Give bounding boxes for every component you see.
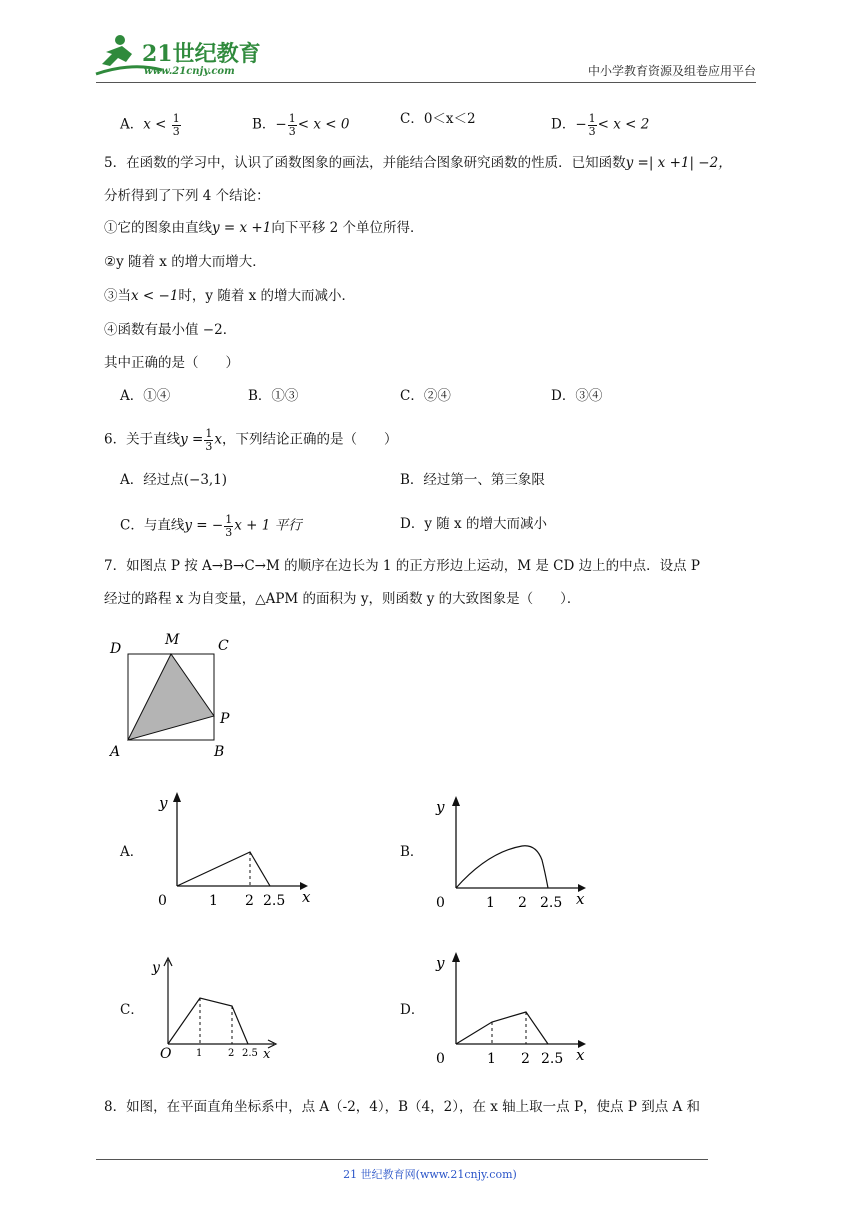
q5-conclusion-1 <box>104 222 424 236</box>
origin-label: 0 <box>436 1051 445 1067</box>
q7-option-c[interactable]: C． <box>120 1002 144 1018</box>
conclusion-text: 时，y 随着 x 的增大而减小． <box>178 288 356 304</box>
tick-2-5: 2.5 <box>540 895 563 911</box>
q7-option-d[interactable]: D． <box>400 1002 425 1018</box>
graph-curve <box>168 998 248 1044</box>
option-label: A． <box>120 116 144 133</box>
fraction-denominator: 3 <box>225 525 233 539</box>
logo-sub-text: www.21cnjy.com <box>144 66 235 77</box>
q5-option-a[interactable]: A．①④ <box>120 388 171 404</box>
q5-formula: y =| x +1| −2， <box>625 155 732 171</box>
conclusion-text: ③当 <box>104 288 131 304</box>
option-label: B． <box>252 116 276 133</box>
axis-x-label: x <box>302 888 311 906</box>
q6-stem <box>104 428 397 452</box>
fraction <box>588 113 597 137</box>
tick-2: 2 <box>245 893 254 909</box>
option-formula: x + 1 平行 <box>234 517 302 534</box>
axis-y-label: y <box>436 954 445 972</box>
fraction <box>224 514 233 538</box>
label-a: A <box>110 744 121 760</box>
q7-stem-line1: 7．如图点 P 按 A→B→C→M 的顺序在边长为 1 的正方形边上运动，M 是 CD 边上的中点．设点 P <box>104 558 700 574</box>
fraction <box>172 113 181 137</box>
fraction-denominator: 3 <box>205 439 213 453</box>
q7-option-b[interactable]: B． <box>400 844 424 860</box>
origin-label: O <box>160 1046 172 1062</box>
q4-option-c[interactable] <box>400 113 476 127</box>
q4-option-d[interactable] <box>551 113 649 137</box>
graph-b <box>428 790 598 916</box>
option-sign: − <box>575 116 587 133</box>
tick-2: 2 <box>228 1048 235 1059</box>
q6-option-b[interactable]: B．经过第一、第三象限 <box>400 472 545 488</box>
site-logo <box>92 32 262 78</box>
q5-stem-line2: 分析得到了下列 4 个结论： <box>104 188 270 204</box>
q4-option-a[interactable] <box>120 113 182 137</box>
label-p: P <box>220 711 230 727</box>
option-formula: y = − <box>184 517 224 534</box>
axis-x-label: x <box>576 1046 585 1064</box>
axis-x-label: x <box>576 890 585 908</box>
label-b: B <box>214 744 225 760</box>
q5-stem-line1 <box>104 157 732 171</box>
q5-text: 5．在函数的学习中，认识了函数图象的画法，并能结合图象研究函数的性质．已知函数 <box>104 155 626 171</box>
y-arrow-icon <box>452 952 460 962</box>
y-arrow-icon <box>452 796 460 806</box>
q5-option-d[interactable]: D．③④ <box>551 388 603 404</box>
option-formula: < x < 0 <box>297 116 350 133</box>
axis-x-label: x <box>263 1047 271 1062</box>
footer-link[interactable]: 21 世纪教育网(www.21cnjy.com) <box>343 1168 517 1181</box>
runner-logo-icon <box>92 32 262 78</box>
graph-curve <box>177 852 270 886</box>
q6-option-a[interactable]: A．经过点(−3,1) <box>120 472 228 488</box>
axis-y-label: y <box>152 960 160 976</box>
conclusion-formula: y = x +1 <box>212 220 272 236</box>
q7-stem-line2: 经过的路程 x 为自变量，△APM 的面积为 y，则函数 y 的大致图象是（ ）． <box>104 591 581 607</box>
fraction <box>204 428 213 452</box>
tick-2-5: 2.5 <box>242 1048 258 1059</box>
q5-ask: 其中正确的是（ ） <box>104 355 239 371</box>
fraction-numerator: 1 <box>205 427 213 440</box>
square-figure <box>104 628 244 760</box>
option-label: D． <box>551 116 576 133</box>
q4-option-b[interactable] <box>252 113 349 137</box>
fraction-numerator: 1 <box>172 112 180 125</box>
fraction-denominator: 3 <box>288 124 296 138</box>
label-m: M <box>165 632 180 648</box>
axis-y-label: y <box>436 798 445 816</box>
graph-c <box>150 950 290 1062</box>
q5-option-b[interactable]: B．①③ <box>248 388 299 404</box>
tick-1: 1 <box>209 893 218 909</box>
option-formula: 0＜x＜2 <box>423 111 476 127</box>
fraction-numerator: 1 <box>288 112 296 125</box>
q6-text: 6．关于直线 <box>104 431 181 448</box>
platform-name: 中小学教育资源及组卷应用平台 <box>587 64 756 78</box>
origin-label: 0 <box>158 893 167 909</box>
q8-stem-line1: 8．如图，在平面直角坐标系中，点 A（-2，4），B（4，2），在 x 轴上取一点 P，使点 P 到点 A 和 <box>104 1099 701 1115</box>
conclusion-text: 向下平移 2 个单位所得． <box>271 220 424 236</box>
y-arrow-icon <box>173 792 181 802</box>
graph-curve <box>456 846 548 888</box>
logo-main-text: 21世纪教育 <box>142 41 261 67</box>
fraction-denominator: 3 <box>172 124 180 138</box>
origin-label: 0 <box>436 895 445 911</box>
tick-2-5: 2.5 <box>541 1051 564 1067</box>
q6-option-c[interactable] <box>120 514 302 538</box>
tick-1: 1 <box>487 1051 496 1067</box>
axis-y-label: y <box>159 794 168 812</box>
fraction-numerator: 1 <box>225 513 233 526</box>
q6-text: ，下列结论正确的是（ ） <box>221 431 398 448</box>
q7-option-a[interactable]: A． <box>120 844 144 860</box>
q6-formula: x <box>214 431 222 448</box>
q5-option-c[interactable]: C．②④ <box>400 388 451 404</box>
q6-formula: y = <box>180 431 204 448</box>
tick-2: 2 <box>521 1051 530 1067</box>
option-text: C．与直线 <box>120 517 185 534</box>
option-label: C． <box>400 111 424 127</box>
graph-a <box>150 788 320 914</box>
graph-curve <box>456 1012 548 1044</box>
conclusion-formula: x < −1 <box>131 288 179 304</box>
fraction-denominator: 3 <box>588 124 596 138</box>
triangle-apm <box>128 654 214 740</box>
tick-1: 1 <box>196 1048 203 1059</box>
tick-2: 2 <box>518 895 527 911</box>
footer-divider <box>96 1159 708 1160</box>
option-formula: < x < 2 <box>597 116 650 133</box>
option-sign: − <box>275 116 287 133</box>
fraction <box>288 113 297 137</box>
label-c: C <box>218 638 229 654</box>
option-formula: x < <box>143 116 167 133</box>
q5-conclusion-2: ②y 随着 x 的增大而增大． <box>104 254 266 270</box>
tick-1: 1 <box>486 895 495 911</box>
header-divider <box>96 82 756 83</box>
tick-2-5: 2.5 <box>263 893 286 909</box>
fraction-numerator: 1 <box>588 112 596 125</box>
label-d: D <box>110 641 122 657</box>
graph-d <box>428 948 598 1072</box>
q5-conclusion-4: ④函数有最小值 −2． <box>104 322 237 338</box>
q5-conclusion-3 <box>104 290 355 304</box>
q6-option-d[interactable]: D．y 随 x 的增大而减小 <box>400 516 547 532</box>
conclusion-text: ①它的图象由直线 <box>104 220 212 236</box>
